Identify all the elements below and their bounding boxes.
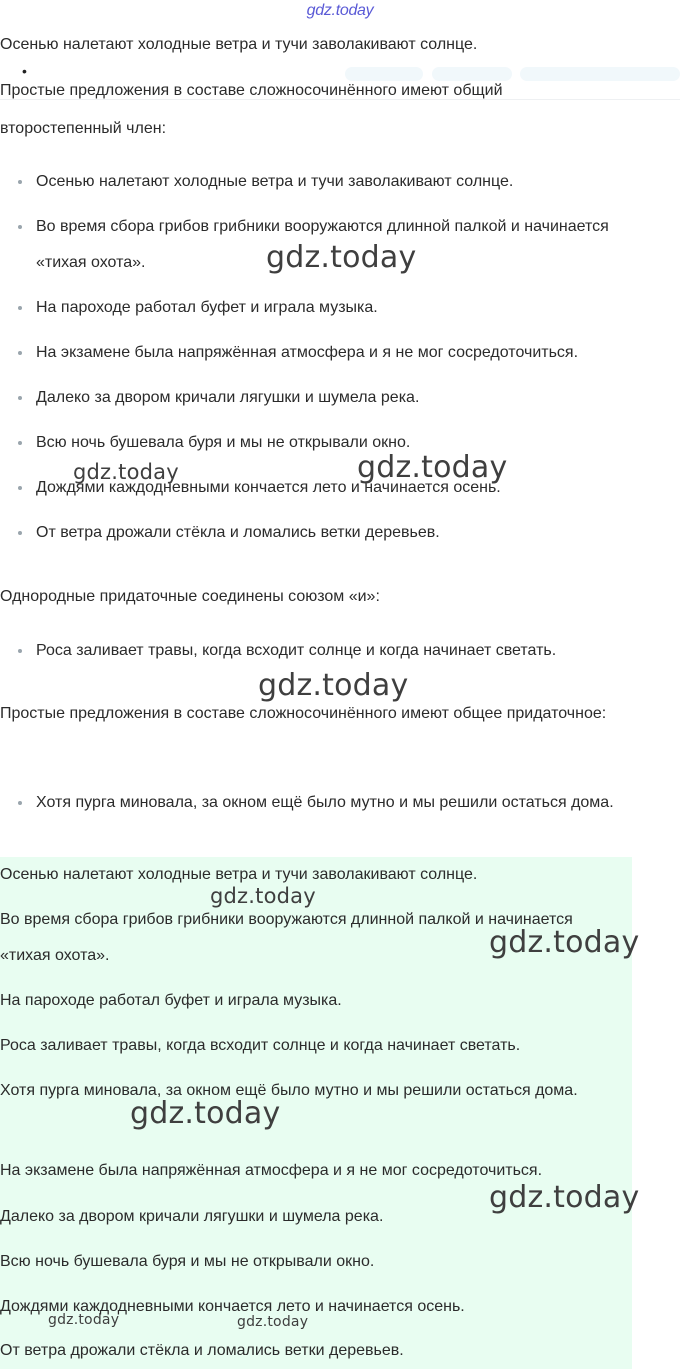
watermark: gdz.today	[357, 450, 508, 485]
toolbar-pill[interactable]	[345, 67, 423, 81]
list-item: Роса заливает травы, когда всходит солнце и когда начинает светать.	[0, 633, 680, 669]
answer-line: На экзамене была напряжённая атмосфера и я не мог сосредоточиться.	[0, 1162, 543, 1179]
list-item: От ветра дрожали стёкла и ломались ветки деревьев.	[0, 515, 680, 551]
section-label-3: Простые предложения в составе сложносочинённого имеют общее придаточное:	[0, 705, 607, 722]
list-item: Всю ночь бушевала буря и мы не открывали окно.	[0, 425, 680, 461]
sentence-list-3	[0, 785, 680, 830]
menu-dot-icon: •	[22, 63, 27, 79]
watermark: gdz.today	[489, 925, 640, 960]
list-item: На пароходе работал буфет и играла музыка.	[0, 290, 680, 326]
watermark: gdz.today	[237, 1314, 309, 1330]
section-label-2: Однородные придаточные соединены союзом «и»:	[0, 588, 380, 605]
toolbar-pill[interactable]	[520, 67, 680, 81]
watermark: gdz.today	[489, 1180, 640, 1215]
list-item: Далеко за двором кричали лягушки и шумела река.	[0, 380, 680, 416]
answer-line: Хотя пурга миновала, за окном ещё было мутно и мы решили остаться дома.	[0, 1082, 578, 1099]
watermark: gdz.today	[130, 1096, 281, 1131]
watermark: gdz.today	[258, 668, 409, 703]
list-item: На экзамене была напряжённая атмосфера и я не мог сосредоточиться.	[0, 335, 680, 371]
sticky-divider	[0, 99, 680, 100]
toolbar-pill[interactable]	[432, 67, 512, 81]
watermark: gdz.today	[210, 884, 316, 908]
answer-line: Осенью налетают холодные ветра и тучи заволакивают солнце.	[0, 866, 478, 883]
list-item: Осенью налетают холодные ветра и тучи заволакивают солнце.	[0, 164, 680, 200]
answer-line: Во время сбора грибов грибники вооружаются длинной палкой и начинается «тихая охота».	[0, 911, 573, 964]
watermark: gdz.today	[48, 1312, 120, 1328]
answer-line: Дождями каждодневными кончается лето и начинается осень.	[0, 1298, 465, 1315]
watermark: gdz.today	[73, 460, 179, 484]
intro-clipped-line: Простые предложения в составе сложносочинённого имеют общий	[0, 82, 503, 99]
watermark: gdz.today	[266, 240, 417, 275]
answer-line: От ветра дрожали стёкла и ломались ветки деревьев.	[0, 1342, 404, 1359]
list-item: Дождями каждодневными кончается лето и начинается осень.	[0, 470, 680, 506]
answer-line: Всю ночь бушевала буря и мы не открывали окно.	[0, 1253, 375, 1270]
answer-line: Роса заливает травы, когда всходит солнце и когда начинает светать.	[0, 1037, 521, 1054]
list-item: Во время сбора грибов грибники вооружаются длинной палкой и начинается «тихая охота».	[0, 209, 636, 281]
list-item: Хотя пурга миновала, за окном ещё было мутно и мы решили остаться дома.	[0, 785, 636, 821]
top-sentence: Осенью налетают холодные ветра и тучи заволакивают солнце.	[0, 36, 478, 53]
header-watermark: gdz.today	[306, 2, 374, 19]
sentence-list-1	[0, 164, 680, 560]
answer-line: На пароходе работал буфет и играла музыка.	[0, 992, 342, 1009]
intro-label: второстепенный член:	[0, 120, 167, 137]
answer-line: Далеко за двором кричали лягушки и шумела река.	[0, 1208, 384, 1225]
